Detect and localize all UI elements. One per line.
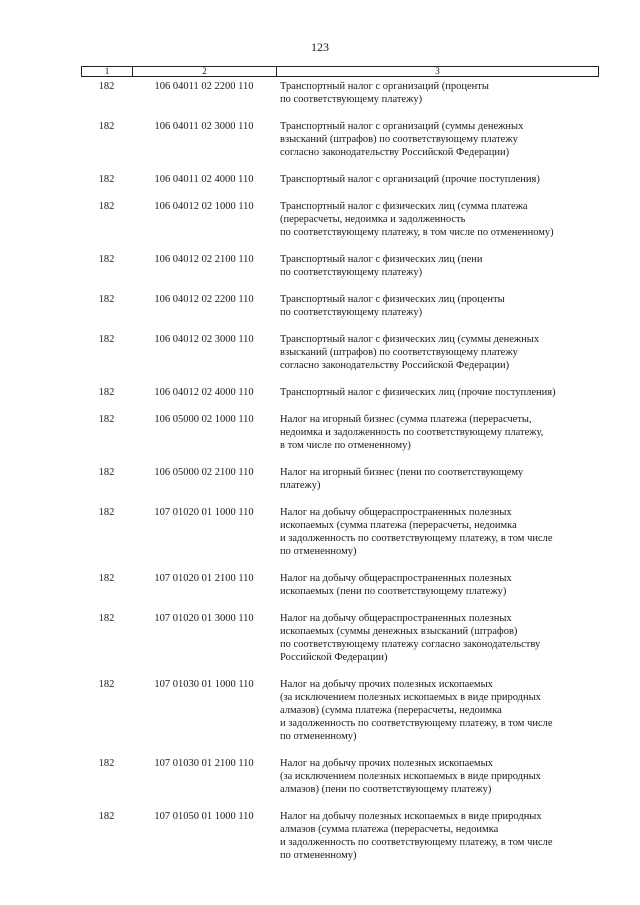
- budget-classification-code-cell: 106 04012 02 2100 110: [154, 254, 254, 265]
- table-row: [81, 810, 599, 862]
- table-row: [81, 466, 599, 492]
- revenue-description-cell: [276, 612, 599, 664]
- admin-code-cell: 182: [98, 758, 115, 769]
- header-column-2: 2: [133, 67, 277, 76]
- revenue-description-cell: [276, 757, 599, 796]
- description-line: согласно законодательству Российской Федерации): [280, 360, 510, 371]
- header-column-3: 3: [435, 66, 440, 76]
- description-line: ископаемых (суммы денежных взысканий (штрафов): [280, 626, 518, 637]
- description-line: недоимка и задолженность по соответствующему платежу,: [280, 427, 544, 438]
- budget-classification-code-cell: 106 04012 02 4000 110: [154, 387, 254, 398]
- description-line: Транспортный налог с организаций (проценты: [280, 81, 489, 92]
- description-line: взысканий (штрафов) по соответствующему платежу: [280, 347, 518, 358]
- admin-code-cell: 182: [98, 679, 115, 690]
- description-line: Налог на игорный бизнес (сумма платежа (перерасчеты,: [280, 414, 532, 425]
- admin-code-cell: 182: [98, 174, 115, 185]
- revenue-description-cell: [276, 466, 599, 492]
- table-row: [81, 572, 599, 598]
- description-line: Налог на добычу полезных ископаемых в виде природных: [280, 811, 542, 822]
- description-line: алмазов) (пени по соответствующему платежу): [280, 784, 492, 795]
- table-row: [81, 678, 599, 743]
- description-line: (перерасчеты, недоимка и задолженность: [280, 214, 466, 225]
- table-row: [81, 413, 599, 452]
- table-body: [81, 80, 599, 876]
- revenue-description-cell: [276, 572, 599, 598]
- description-line: Российской Федерации): [280, 652, 388, 663]
- description-line: (за исключением полезных ископаемых в виде природных: [280, 771, 541, 782]
- admin-code-cell: 182: [98, 121, 115, 132]
- budget-classification-code-cell: 107 01020 01 1000 110: [154, 507, 254, 518]
- revenue-description-cell: [276, 386, 599, 399]
- description-line: (за исключением полезных ископаемых в виде природных: [280, 692, 541, 703]
- revenue-description-cell: [276, 253, 599, 279]
- description-line: Транспортный налог с физических лиц (пени: [280, 254, 483, 265]
- description-line: Налог на игорный бизнес (пени по соответствующему: [280, 467, 524, 478]
- description-line: Транспортный налог с физических лиц (проценты: [280, 294, 505, 305]
- header-column-1: 1: [82, 67, 133, 76]
- admin-code-cell: 182: [98, 387, 115, 398]
- admin-code-cell: 182: [98, 201, 115, 212]
- table-row: [81, 386, 599, 399]
- description-line: Налог на добычу общераспространенных полезных: [280, 573, 512, 584]
- description-line: Транспортный налог с организаций (суммы денежных: [280, 121, 524, 132]
- description-line: Транспортный налог с организаций (прочие поступления): [280, 174, 540, 185]
- description-line: Транспортный налог с физических лиц (сумма платежа: [280, 201, 528, 212]
- page-number: 123: [311, 40, 329, 54]
- description-line: по отмененному): [280, 850, 357, 861]
- admin-code-cell: 182: [98, 294, 115, 305]
- table-row: [81, 200, 599, 239]
- table-row: [81, 80, 599, 106]
- revenue-description-cell: [276, 120, 599, 159]
- revenue-description-cell: [276, 200, 599, 239]
- table-header: [81, 66, 599, 77]
- description-line: в том числе по отмененному): [280, 440, 411, 451]
- admin-code-cell: 182: [98, 254, 115, 265]
- description-line: Налог на добычу общераспространенных полезных: [280, 613, 512, 624]
- budget-classification-code-cell: 107 01020 01 2100 110: [154, 573, 254, 584]
- description-line: по соответствующему платежу согласно законодательству: [280, 639, 541, 650]
- revenue-description-cell: [276, 173, 599, 186]
- budget-classification-code-cell: 107 01030 01 2100 110: [154, 758, 254, 769]
- description-line: ископаемых (сумма платежа (перерасчеты, недоимка: [280, 520, 517, 531]
- admin-code-cell: 182: [98, 613, 115, 624]
- revenue-description-cell: [276, 80, 599, 106]
- budget-classification-code-cell: 106 05000 02 2100 110: [154, 467, 254, 478]
- description-line: Налог на добычу прочих полезных ископаемых: [280, 758, 493, 769]
- description-line: по отмененному): [280, 731, 357, 742]
- description-line: и задолженность по соответствующему платежу, в том числе: [280, 533, 553, 544]
- admin-code-cell: 182: [98, 811, 115, 822]
- budget-classification-code-cell: 106 04011 02 3000 110: [154, 121, 254, 132]
- description-line: по соответствующему платежу, в том числе по отмененному): [280, 227, 554, 238]
- description-line: алмазов (сумма платежа (перерасчеты, недоимка: [280, 824, 499, 835]
- description-line: алмазов) (сумма платежа (перерасчеты, недоимка: [280, 705, 502, 716]
- revenue-description-cell: [276, 333, 599, 372]
- admin-code-cell: 182: [98, 467, 115, 478]
- description-line: и задолженность по соответствующему платежу, в том числе: [280, 837, 553, 848]
- description-line: ископаемых (пени по соответствующему платежу): [280, 586, 507, 597]
- budget-classification-code-cell: 106 04011 02 4000 110: [154, 174, 254, 185]
- revenue-description-cell: [276, 413, 599, 452]
- table-row: [81, 293, 599, 319]
- description-line: платежу): [280, 480, 321, 491]
- description-line: Транспортный налог с физических лиц (прочие поступления): [280, 387, 556, 398]
- description-line: и задолженность по соответствующему платежу, в том числе: [280, 718, 553, 729]
- table-row: [81, 120, 599, 159]
- table-row: [81, 506, 599, 558]
- table-row: [81, 757, 599, 796]
- description-line: взысканий (штрафов) по соответствующему платежу: [280, 134, 518, 145]
- admin-code-cell: 182: [98, 573, 115, 584]
- table-row: [81, 333, 599, 372]
- admin-code-cell: 182: [98, 507, 115, 518]
- budget-classification-code-cell: 107 01050 01 1000 110: [154, 811, 254, 822]
- budget-classification-code-cell: 106 04012 02 2200 110: [154, 294, 254, 305]
- table-row: [81, 173, 599, 186]
- revenue-description-cell: [276, 506, 599, 558]
- description-line: по соответствующему платежу): [280, 307, 423, 318]
- admin-code-cell: 182: [98, 414, 115, 425]
- budget-classification-code-cell: 106 04011 02 2200 110: [154, 81, 254, 92]
- admin-code-cell: 182: [98, 334, 115, 345]
- revenue-description-cell: [276, 293, 599, 319]
- budget-classification-code-cell: 106 05000 02 1000 110: [154, 414, 254, 425]
- description-line: по соответствующему платежу): [280, 267, 423, 278]
- description-line: Транспортный налог с физических лиц (суммы денежных: [280, 334, 540, 345]
- revenue-description-cell: [276, 810, 599, 862]
- description-line: согласно законодательству Российской Федерации): [280, 147, 510, 158]
- budget-classification-code-cell: 106 04012 02 1000 110: [154, 201, 254, 212]
- description-line: Налог на добычу общераспространенных полезных: [280, 507, 512, 518]
- admin-code-cell: 182: [98, 81, 115, 92]
- budget-classification-code-cell: 107 01030 01 1000 110: [154, 679, 254, 690]
- table-row: [81, 253, 599, 279]
- description-line: Налог на добычу прочих полезных ископаемых: [280, 679, 493, 690]
- description-line: по соответствующему платежу): [280, 94, 423, 105]
- table-row: [81, 612, 599, 664]
- budget-classification-code-cell: 107 01020 01 3000 110: [154, 613, 254, 624]
- revenue-description-cell: [276, 678, 599, 743]
- description-line: по отмененному): [280, 546, 357, 557]
- budget-classification-code-cell: 106 04012 02 3000 110: [154, 334, 254, 345]
